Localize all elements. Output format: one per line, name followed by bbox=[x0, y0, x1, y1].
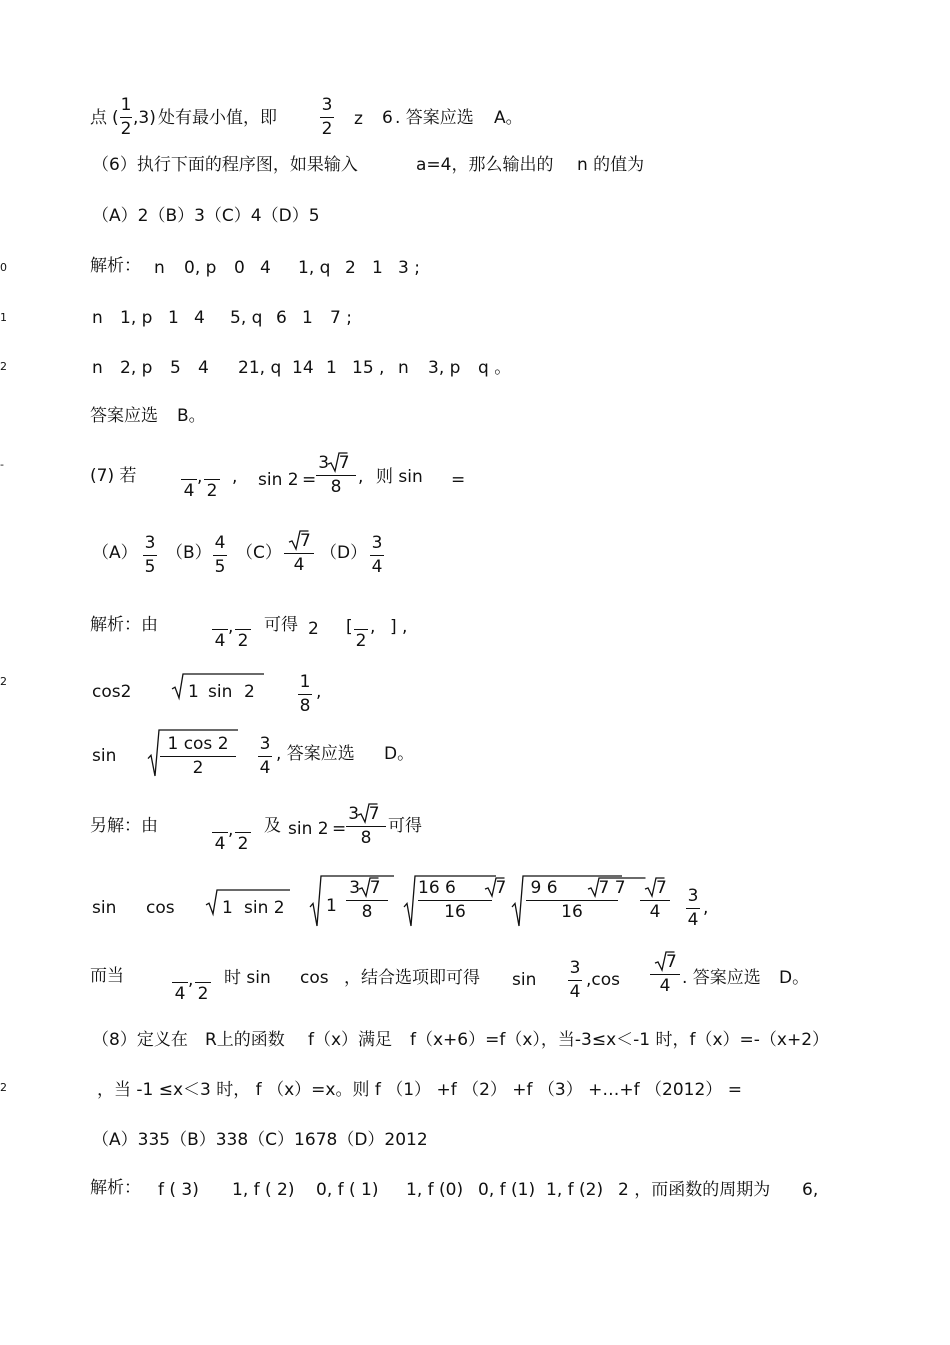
text-run: 1 bbox=[326, 358, 337, 378]
text-run: （8）定义在 bbox=[92, 1030, 188, 1050]
text-run: , bbox=[228, 617, 234, 637]
text-run: （C） bbox=[236, 543, 282, 563]
superscript: 2 bbox=[0, 675, 7, 688]
radical-fraction bbox=[316, 453, 356, 497]
text-line-4 bbox=[0, 256, 950, 278]
text-line-6 bbox=[0, 355, 950, 378]
text-run: (7) 若 bbox=[90, 466, 137, 486]
radicand: 7 bbox=[656, 878, 667, 898]
text-line-17 bbox=[0, 1076, 950, 1100]
text-run: cos bbox=[146, 898, 175, 918]
text-run: 6, bbox=[802, 1180, 819, 1200]
text-run: 1 bbox=[302, 308, 313, 328]
text-run: 2 bbox=[244, 682, 255, 702]
superscript: 2 bbox=[0, 360, 7, 373]
fraction-bar bbox=[640, 900, 670, 901]
text-run: z bbox=[354, 109, 363, 129]
text-line-7 bbox=[0, 406, 950, 426]
text-line-1 bbox=[0, 95, 950, 139]
numerator: 3 bbox=[318, 453, 330, 473]
radical-fraction bbox=[346, 804, 386, 848]
text-run: 1 bbox=[168, 308, 179, 328]
fraction-bar bbox=[354, 629, 368, 630]
text-run: 4 bbox=[198, 358, 209, 378]
fraction bbox=[568, 958, 582, 1002]
text-run: 1, f ( 2) bbox=[232, 1180, 295, 1200]
fraction-bar bbox=[195, 982, 211, 983]
fraction-bar bbox=[181, 479, 197, 480]
text-line-19 bbox=[0, 1178, 950, 1200]
fraction bbox=[195, 960, 211, 1004]
text-run: 0, p bbox=[184, 258, 217, 278]
numerator: 1 bbox=[120, 95, 132, 115]
text-run: 2 bbox=[345, 258, 356, 278]
fraction-bar bbox=[120, 117, 132, 118]
text-run: , bbox=[228, 820, 234, 840]
text-line-14 bbox=[0, 876, 950, 930]
denominator: 4 bbox=[687, 910, 699, 930]
text-run: , 答案应选 bbox=[276, 744, 355, 764]
text-run: 1 bbox=[326, 896, 337, 916]
fraction-bar bbox=[258, 756, 272, 757]
text-run: = bbox=[332, 819, 347, 839]
text-run: n bbox=[154, 258, 165, 278]
text-run: = bbox=[451, 470, 466, 490]
radicand: 7 bbox=[666, 952, 677, 972]
text-run: 5 bbox=[170, 358, 181, 378]
text-run: 2, p bbox=[120, 358, 153, 378]
text-run: 1 bbox=[372, 258, 383, 278]
text-run: 21, q bbox=[238, 358, 282, 378]
text-run: . 答案应选 bbox=[682, 968, 761, 988]
text-line-12 bbox=[0, 730, 950, 778]
fraction-bar bbox=[212, 832, 228, 833]
text-run: 1, q bbox=[298, 258, 331, 278]
text-run: B。 bbox=[177, 406, 206, 426]
text-run: ,cos bbox=[586, 970, 621, 990]
text-run: sin bbox=[92, 898, 117, 918]
denominator: 2 bbox=[355, 631, 367, 651]
fraction bbox=[370, 533, 384, 577]
fraction bbox=[320, 95, 334, 139]
numerator: 9 6 bbox=[530, 878, 558, 898]
text-run: n bbox=[92, 358, 103, 378]
text-run: 5, q bbox=[230, 308, 263, 328]
radical-fraction bbox=[526, 878, 626, 922]
text-run: 14 bbox=[292, 358, 314, 378]
fraction bbox=[160, 734, 236, 778]
text-run: 3 ; bbox=[398, 258, 420, 278]
fraction bbox=[120, 95, 132, 139]
denominator: 5 bbox=[144, 557, 156, 577]
text-run: D。 bbox=[384, 744, 415, 764]
fraction bbox=[686, 886, 700, 930]
radical-fraction bbox=[418, 878, 507, 922]
fraction bbox=[212, 810, 228, 854]
text-run: ，结合选项即可得 bbox=[344, 968, 480, 988]
fraction-bar bbox=[235, 832, 251, 833]
fraction bbox=[213, 533, 227, 577]
denominator: 2 bbox=[237, 631, 249, 651]
text-run: sin bbox=[92, 746, 117, 766]
denominator: 2 bbox=[237, 834, 249, 854]
text-run: A。 bbox=[494, 108, 523, 128]
fraction bbox=[204, 457, 220, 501]
text-line-5 bbox=[0, 306, 950, 328]
text-run: 6 bbox=[382, 108, 393, 128]
text-run: 可得 bbox=[264, 615, 298, 635]
text-run: 点 bbox=[90, 108, 107, 128]
denominator: 4 bbox=[183, 481, 195, 501]
text-run: （A）2（B）3（C）4（D）5 bbox=[92, 206, 320, 226]
denominator: 4 bbox=[371, 557, 383, 577]
fraction-bar bbox=[298, 694, 312, 695]
text-line-9 bbox=[0, 531, 950, 577]
radical-fraction bbox=[346, 878, 388, 922]
text-run: 0, f ( 1) bbox=[316, 1180, 379, 1200]
text-run: 0, f (1) bbox=[478, 1180, 536, 1200]
text-run: , bbox=[188, 970, 194, 990]
text-run: ( bbox=[112, 108, 119, 128]
text-run: . 答案应选 bbox=[395, 108, 474, 128]
fraction-bar bbox=[650, 974, 680, 975]
denominator: 8 bbox=[360, 828, 372, 848]
numerator: 3 bbox=[321, 95, 333, 115]
text-run: 1, f (0) bbox=[406, 1180, 464, 1200]
numerator: 3 bbox=[687, 886, 699, 906]
denominator: 4 bbox=[659, 976, 671, 996]
text-line-8 bbox=[0, 453, 950, 501]
denominator: 4 bbox=[259, 758, 271, 778]
text-run: a=4，那么输出的 bbox=[416, 155, 554, 175]
text-run: n bbox=[92, 308, 103, 328]
text-run: 及 bbox=[264, 816, 281, 836]
fraction-bar bbox=[204, 479, 220, 480]
radicand: 7 7 bbox=[598, 878, 626, 898]
denominator: 8 bbox=[330, 477, 342, 497]
text-run: f（x+6）=f（x），当-3≤x＜-1 时，f（x）=-（x+2） bbox=[410, 1030, 830, 1050]
text-run: 3, p bbox=[428, 358, 461, 378]
numerator: 3 bbox=[259, 734, 271, 754]
text-line-18 bbox=[0, 1130, 950, 1150]
text-line-10 bbox=[0, 605, 950, 651]
denominator: 4 bbox=[293, 555, 305, 575]
numerator: 16 6 bbox=[418, 878, 456, 898]
text-run: q 。 bbox=[478, 358, 512, 378]
text-run: , bbox=[316, 682, 322, 702]
text-run: 而当 bbox=[90, 966, 124, 986]
denominator: 8 bbox=[299, 696, 311, 716]
fraction-bar bbox=[316, 475, 356, 476]
text-run: , bbox=[370, 617, 376, 637]
radicand: 7 bbox=[338, 453, 350, 473]
text-run: f ( 3) bbox=[158, 1180, 199, 1200]
text-run: 1 bbox=[222, 898, 233, 918]
text-run: sin 2 bbox=[244, 898, 285, 918]
text-run: 1, p bbox=[120, 308, 153, 328]
denominator: 5 bbox=[214, 557, 226, 577]
text-run: n 的值为 bbox=[577, 155, 645, 175]
text-run: 4 bbox=[194, 308, 205, 328]
text-line-3 bbox=[0, 206, 950, 226]
fraction-bar bbox=[172, 982, 188, 983]
denominator: 4 bbox=[214, 631, 226, 651]
numerator: 3 bbox=[349, 878, 361, 898]
fraction-bar bbox=[526, 900, 618, 901]
fraction bbox=[258, 734, 272, 778]
text-run: [ bbox=[346, 617, 353, 637]
superscript: 2 bbox=[0, 1081, 7, 1094]
text-run: , bbox=[358, 467, 364, 487]
fraction-bar bbox=[320, 117, 334, 118]
text-run: 解析： bbox=[90, 1178, 141, 1198]
denominator: 16 bbox=[561, 902, 583, 922]
text-run: ,3) bbox=[133, 108, 156, 128]
numerator: 4 bbox=[214, 533, 226, 553]
text-run: 2 bbox=[308, 619, 319, 639]
fraction bbox=[298, 672, 312, 716]
fraction bbox=[354, 607, 368, 651]
text-run: 可得 bbox=[388, 816, 422, 836]
text-run: cos bbox=[300, 968, 329, 988]
denominator: 4 bbox=[569, 982, 581, 1002]
numerator: 3 bbox=[371, 533, 383, 553]
text-run: sin bbox=[512, 970, 537, 990]
text-run: ] , bbox=[390, 617, 408, 637]
numerator: 1 bbox=[299, 672, 311, 692]
numerator: 3 bbox=[569, 958, 581, 978]
text-run: 2 ，而函数的周期为 bbox=[618, 1180, 771, 1200]
fraction-bar bbox=[235, 629, 251, 630]
text-run: R上的函数 bbox=[205, 1030, 285, 1050]
radicand: 7 bbox=[368, 804, 380, 824]
denominator: 2 bbox=[206, 481, 218, 501]
fraction-bar bbox=[143, 555, 157, 556]
fraction bbox=[235, 810, 251, 854]
fraction-bar bbox=[212, 629, 228, 630]
superscript: - bbox=[0, 458, 4, 471]
text-run: D。 bbox=[779, 968, 810, 988]
radical-fraction bbox=[284, 531, 314, 575]
text-run: 另解：由 bbox=[90, 816, 158, 836]
superscript: 1 bbox=[0, 311, 7, 324]
text-run: , bbox=[197, 467, 203, 487]
radical-fraction bbox=[650, 952, 680, 996]
text-run: sin bbox=[208, 682, 233, 702]
text-run: , bbox=[703, 898, 709, 918]
radicand: 7 bbox=[300, 531, 311, 551]
superscript: 0 bbox=[0, 261, 7, 274]
text-run: sin 2 bbox=[288, 819, 329, 839]
fraction-bar bbox=[346, 900, 388, 901]
text-run: （6）执行下面的程序图，如果输入 bbox=[92, 155, 358, 175]
text-run: 处有最小值，即 bbox=[158, 108, 277, 128]
denominator: 8 bbox=[361, 902, 373, 922]
fraction-bar bbox=[346, 826, 386, 827]
text-run: = bbox=[302, 470, 317, 490]
text-run: n bbox=[398, 358, 409, 378]
text-run: 0 bbox=[234, 258, 245, 278]
fraction bbox=[235, 607, 251, 651]
fraction-bar bbox=[568, 980, 582, 981]
denominator: 4 bbox=[214, 834, 226, 854]
text-line-16 bbox=[0, 1030, 950, 1050]
text-run: sin 2 bbox=[258, 470, 299, 490]
text-run: （B） bbox=[166, 543, 212, 563]
text-line-11 bbox=[0, 670, 950, 716]
fraction-bar bbox=[370, 555, 384, 556]
denominator: 2 bbox=[321, 119, 333, 139]
fraction-bar bbox=[160, 756, 236, 757]
fraction-bar bbox=[418, 900, 492, 901]
text-run: 解析： bbox=[90, 256, 141, 276]
fraction bbox=[143, 533, 157, 577]
fraction bbox=[212, 607, 228, 651]
text-run: 解析：由 bbox=[90, 615, 158, 635]
text-run: （A） bbox=[92, 543, 138, 563]
radicand: 7 bbox=[495, 878, 507, 898]
text-run: 6 bbox=[276, 308, 287, 328]
numerator: 3 bbox=[144, 533, 156, 553]
numerator: 3 bbox=[348, 804, 360, 824]
denominator: 4 bbox=[649, 902, 661, 922]
text-run: （D） bbox=[320, 543, 368, 563]
denominator: 2 bbox=[192, 758, 204, 778]
text-run: 4 bbox=[260, 258, 271, 278]
fraction bbox=[181, 457, 197, 501]
denominator: 16 bbox=[444, 902, 466, 922]
text-run: 1, f (2) bbox=[546, 1180, 604, 1200]
denominator: 2 bbox=[197, 984, 209, 1004]
fraction-bar bbox=[213, 555, 227, 556]
text-line-15 bbox=[0, 952, 950, 1004]
numerator: 1 cos 2 bbox=[167, 734, 229, 754]
text-run: , bbox=[232, 467, 238, 487]
fraction-bar bbox=[686, 908, 700, 909]
denominator: 2 bbox=[120, 119, 132, 139]
text-run: f（x）满足 bbox=[308, 1030, 393, 1050]
text-line-13 bbox=[0, 804, 950, 854]
fraction-bar bbox=[284, 553, 314, 554]
text-run: 时 sin bbox=[224, 968, 271, 988]
fraction bbox=[172, 960, 188, 1004]
text-run: ，当 -1 ≤x＜3 时， f （x）=x。则 f （1） +f （2） +f （3） +…+f （2012） = bbox=[97, 1080, 742, 1100]
text-run: cos2 bbox=[92, 682, 132, 702]
denominator: 4 bbox=[174, 984, 186, 1004]
text-run: 7 ; bbox=[330, 308, 352, 328]
text-run: 1 bbox=[188, 682, 199, 702]
radical-fraction bbox=[640, 878, 670, 922]
text-run: 15 , bbox=[352, 358, 385, 378]
text-line-2 bbox=[0, 155, 950, 175]
text-run: 则 sin bbox=[376, 467, 423, 487]
text-run: （A）335（B）338（C）1678（D）2012 bbox=[92, 1130, 428, 1150]
radicand: 7 bbox=[369, 878, 381, 898]
text-run: 答案应选 bbox=[90, 406, 158, 426]
